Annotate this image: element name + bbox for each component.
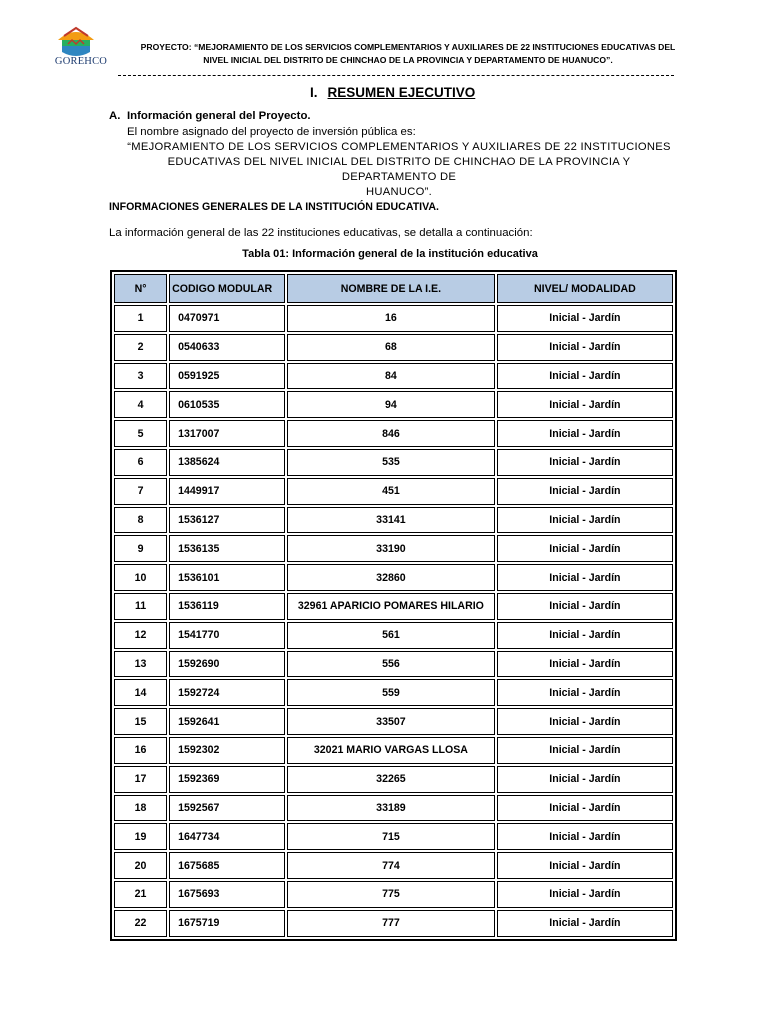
column-header-code: CODIGO MODULAR (169, 274, 285, 303)
table-row (114, 766, 673, 793)
header-line-1: PROYECTO: “MEJORAMIENTO DE LOS SERVICIOS COMPLEMENTARIOS Y AUXILIARES DE 22 INSTITUCIONES EDUCATIVAS DEL (140, 42, 676, 52)
cell-number: 6 (114, 449, 167, 476)
cell-level: Inicial - Jardín (497, 593, 673, 620)
cell-number: 11 (114, 593, 167, 620)
cell-level: Inicial - Jardín (497, 363, 673, 390)
table-row (114, 708, 673, 735)
cell-level: Inicial - Jardín (497, 910, 673, 937)
cell-number: 8 (114, 507, 167, 534)
cell-code: 1592724 (169, 679, 285, 706)
cell-code: 1385624 (169, 449, 285, 476)
table-row (114, 535, 673, 562)
table-row (114, 305, 673, 332)
column-header-level: NIVEL/ MODALIDAD (497, 274, 673, 303)
cell-number: 22 (114, 910, 167, 937)
cell-number: 9 (114, 535, 167, 562)
cell-level: Inicial - Jardín (497, 622, 673, 649)
table-row (114, 420, 673, 447)
cell-number: 21 (114, 881, 167, 908)
logo-wordmark: GOREHCO (54, 56, 108, 67)
project-name-intro: El nombre asignado del proyecto de inversión pública es: (127, 126, 416, 138)
info-intro: La información general de las 22 instituciones educativas, se detalla a continuación: (109, 227, 533, 239)
cell-level: Inicial - Jardín (497, 852, 673, 879)
cell-level: Inicial - Jardín (497, 708, 673, 735)
table-row (114, 334, 673, 361)
cell-code: 1449917 (169, 478, 285, 505)
cell-code: 0591925 (169, 363, 285, 390)
section-number: I. (310, 85, 318, 100)
cell-name: 84 (287, 363, 495, 390)
table-row (114, 391, 673, 418)
cell-number: 12 (114, 622, 167, 649)
table-row (114, 881, 673, 908)
cell-name: 94 (287, 391, 495, 418)
table-row (114, 679, 673, 706)
cell-name: 33141 (287, 507, 495, 534)
subsection-letter: A. (109, 110, 121, 122)
section-title (310, 85, 475, 100)
cell-number: 17 (114, 766, 167, 793)
cell-name: 32265 (287, 766, 495, 793)
cell-code: 1675719 (169, 910, 285, 937)
cell-number: 10 (114, 564, 167, 591)
quote-line-3: HUANUCO”. (365, 186, 433, 198)
cell-level: Inicial - Jardín (497, 651, 673, 678)
cell-code: 1675685 (169, 852, 285, 879)
cell-name: 775 (287, 881, 495, 908)
cell-name: 774 (287, 852, 495, 879)
cell-level: Inicial - Jardín (497, 449, 673, 476)
section-title-text: RESUMEN EJECUTIVO (327, 85, 476, 100)
cell-code: 1647734 (169, 823, 285, 850)
cell-code: 1592690 (169, 651, 285, 678)
cell-code: 1536135 (169, 535, 285, 562)
cell-level: Inicial - Jardín (497, 564, 673, 591)
table-row (114, 363, 673, 390)
cell-level: Inicial - Jardín (497, 881, 673, 908)
cell-level: Inicial - Jardín (497, 391, 673, 418)
institutions-table (110, 270, 677, 941)
cell-code: 1317007 (169, 420, 285, 447)
table-row (114, 478, 673, 505)
cell-code: 0540633 (169, 334, 285, 361)
quote-line-2: EDUCATIVAS DEL NIVEL INICIAL DEL DISTRITO DE CHINCHAO DE LA PROVINCIA Y DEPARTAMENTO DE (167, 156, 631, 183)
cell-name: 777 (287, 910, 495, 937)
cell-number: 4 (114, 391, 167, 418)
cell-code: 1536119 (169, 593, 285, 620)
cell-name: 33190 (287, 535, 495, 562)
cell-number: 3 (114, 363, 167, 390)
cell-code: 1592302 (169, 737, 285, 764)
cell-level: Inicial - Jardín (497, 823, 673, 850)
cell-number: 14 (114, 679, 167, 706)
cell-code: 1536127 (169, 507, 285, 534)
cell-name: 451 (287, 478, 495, 505)
table-row (114, 823, 673, 850)
cell-number: 15 (114, 708, 167, 735)
cell-level: Inicial - Jardín (497, 507, 673, 534)
cell-code: 1675693 (169, 881, 285, 908)
cell-name: 33189 (287, 795, 495, 822)
table-header-row (114, 274, 673, 303)
table-row (114, 593, 673, 620)
cell-number: 7 (114, 478, 167, 505)
cell-code: 1536101 (169, 564, 285, 591)
cell-code: 1592641 (169, 708, 285, 735)
table-row (114, 564, 673, 591)
table-body (114, 305, 673, 937)
cell-number: 1 (114, 305, 167, 332)
column-header-name: NOMBRE DE LA I.E. (287, 274, 495, 303)
cell-name: 559 (287, 679, 495, 706)
cell-level: Inicial - Jardín (497, 679, 673, 706)
table-row (114, 507, 673, 534)
cell-name: 33507 (287, 708, 495, 735)
cell-name: 715 (287, 823, 495, 850)
cell-level: Inicial - Jardín (497, 795, 673, 822)
cell-name: 535 (287, 449, 495, 476)
table-row (114, 852, 673, 879)
cell-number: 18 (114, 795, 167, 822)
table-row (114, 737, 673, 764)
cell-number: 2 (114, 334, 167, 361)
cell-name: 32021 MARIO VARGAS LLOSA (287, 737, 495, 764)
table-row (114, 795, 673, 822)
cell-level: Inicial - Jardín (497, 535, 673, 562)
cell-code: 1592567 (169, 795, 285, 822)
cell-level: Inicial - Jardín (497, 305, 673, 332)
table-row (114, 651, 673, 678)
table-row (114, 622, 673, 649)
cell-number: 13 (114, 651, 167, 678)
project-name-quote (127, 140, 671, 200)
cell-name: 556 (287, 651, 495, 678)
cell-name: 846 (287, 420, 495, 447)
cell-code: 1592369 (169, 766, 285, 793)
cell-code: 1541770 (169, 622, 285, 649)
cell-name: 16 (287, 305, 495, 332)
header-line-2: NIVEL INICIAL DEL DISTRITO DE CHINCHAO DE LA PROVINCIA Y DEPARTAMENTO DE HUANUCO”. (203, 55, 613, 65)
document-running-header (118, 41, 698, 67)
cell-code: 0470971 (169, 305, 285, 332)
cell-name: 561 (287, 622, 495, 649)
subsection-heading-text: Información general del Proyecto. (127, 110, 311, 122)
cell-name: 68 (287, 334, 495, 361)
info-heading: INFORMACIONES GENERALES DE LA INSTITUCIÓN EDUCATIVA. (109, 201, 439, 213)
quote-line-1: “MEJORAMIENTO DE LOS SERVICIOS COMPLEMENTARIOS Y AUXILIARES DE 22 INSTITUCIONES (127, 141, 671, 153)
column-header-number: N° (114, 274, 167, 303)
cell-level: Inicial - Jardín (497, 420, 673, 447)
cell-level: Inicial - Jardín (497, 478, 673, 505)
cell-level: Inicial - Jardín (497, 334, 673, 361)
cell-name: 32860 (287, 564, 495, 591)
table-row (114, 449, 673, 476)
header-divider (118, 75, 674, 76)
cell-number: 20 (114, 852, 167, 879)
cell-code: 0610535 (169, 391, 285, 418)
table-caption: Tabla 01: Información general de la institución educativa (242, 248, 538, 260)
cell-number: 5 (114, 420, 167, 447)
cell-number: 19 (114, 823, 167, 850)
cell-level: Inicial - Jardín (497, 766, 673, 793)
subsection-a-heading (109, 110, 311, 122)
table-row (114, 910, 673, 937)
cell-name: 32961 APARICIO POMARES HILARIO (287, 593, 495, 620)
cell-level: Inicial - Jardín (497, 737, 673, 764)
cell-number: 16 (114, 737, 167, 764)
